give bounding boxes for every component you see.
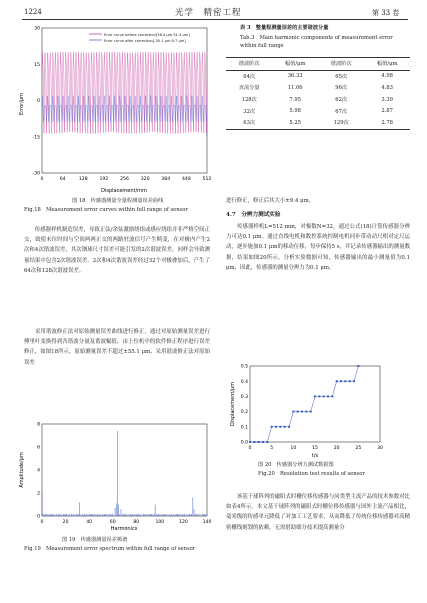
resolution-point (266, 441, 268, 443)
fig19-ytick: 8 (37, 422, 40, 428)
resolution-point (336, 380, 338, 382)
table-cell: 65次 (335, 73, 348, 80)
table3-title-cn: 表 3 整量程测量误差的主要谐波分量 (240, 25, 329, 31)
fig18-xtick: 64 (59, 177, 66, 182)
resolution-point (279, 426, 281, 428)
resolution-point (292, 411, 294, 413)
table-cell: 67次 (335, 108, 348, 115)
fig19-xtick: 60 (109, 520, 116, 525)
body-paragraph-1: 传感器样机制造误差，导致正弦/余弦激励绕组或感应绕组并非严格空间正交，致使末位时间与空间两两正交的两路驻波信号产生畸变，在对极内产生2次和4次谐波误差，其次钢球尺寸误差可能引发的2次谐波误差，同样会导致测量结果中包含2次谐波误差。2次和4次谐波误差经过32个对极叠加后，产生了64次和128次谐波误差。 (24, 227, 210, 274)
table-row (226, 70, 410, 82)
fig19-ytick: 0 (37, 514, 40, 520)
resolution-line (250, 366, 358, 442)
fig18-caption-cn: 图 18 传感器测量全量程测量误差曲线 (72, 198, 164, 204)
resolution-point (275, 426, 277, 428)
fig18-legend (89, 33, 190, 43)
fig20-xtick: 0 (248, 446, 252, 451)
fig18-xtick: 128 (78, 177, 88, 182)
resolution-point (301, 411, 303, 413)
resolution-point (314, 395, 316, 397)
table-header-row (226, 58, 410, 71)
resolution-point (310, 411, 312, 413)
table-cell: 32次 (243, 108, 256, 115)
fig18-xtick: 192 (99, 177, 109, 182)
table-cell: 63次 (226, 117, 272, 129)
table-cell: 4.98 (381, 73, 393, 80)
fig20-caption-cn: 图 20 传感器分辨力测试数据图 (258, 462, 334, 468)
fig20-ytick: 0.2 (240, 410, 248, 416)
fig19-ytick: 6 (37, 445, 40, 451)
table-cell: 11.06 (287, 84, 303, 91)
table-cell: 2.78 (364, 117, 410, 129)
section-title-4-7: 4.7 分辨力测试实验 (226, 212, 281, 218)
fig18-ytick: 30 (34, 26, 40, 32)
table-3 (226, 57, 410, 130)
fig19-ytick: 4 (37, 468, 40, 474)
table-row (226, 117, 410, 129)
table-cell: 129次 (318, 117, 364, 129)
resolution-point (349, 380, 351, 382)
table-row (226, 105, 410, 117)
fig18-ylabel: Error/μm (19, 93, 25, 115)
resolution-point (253, 441, 255, 443)
body-paragraph-2: 采用谐波修正法对原始测量误差曲线进行修正，通过对原始测量误差进行傅里叶变换得到各谐波分量及谐波幅值，由上位机中的软件修正程序进行误差修正，如图18所示，原始测量误差不超过±55.1 μm，采用谐波修正法对原始误差 (24, 329, 210, 366)
table-cell: 62次 (335, 97, 348, 104)
resolution-point (249, 441, 251, 443)
resolution-point (305, 411, 307, 413)
fig19-xtick: 120 (179, 520, 188, 525)
table-header-cell: 幅值/μm (364, 58, 410, 71)
fig19-xtick: 40 (86, 520, 93, 525)
fig19-caption-cn: 图 19 传感器测量误差频谱 (62, 537, 128, 543)
fig19-xlabel: Harmonics (110, 526, 138, 532)
page-number: 1224 (24, 8, 42, 16)
resolution-point (331, 395, 333, 397)
body-paragraph-3: 传感器样机L=512 mm，对极数N=32，通过公式(18)计算传感器分辨力可达0.1 μm。通过直线电机和数控系统控制电机同步带动动尺相对定尺运动，逐步施加0.1 μm的移动位移，每步保持5 s，并记录传感器输出的测量数据，结果如图20所示，分析实验数据可知，传感器输出的最小测量值为0.1 μm，因此，传感器的测量分辨力为0.1 μm。 (226, 224, 410, 271)
fig18-xtick: 512 (202, 177, 212, 182)
table-cell: 36.33 (287, 73, 303, 80)
table-cell: 5.25 (272, 117, 318, 129)
fig18-ytick: 0 (37, 99, 40, 105)
body-line-after-table: 进行修正，修正后其大小±9.4 μm。 (226, 198, 315, 204)
fig18-xtick: 448 (181, 177, 191, 182)
table-cell: 64次 (243, 73, 256, 80)
body-paragraph-4: 该基于球阵列的磁阻式时栅位移传感器与同类型主流产品的技术参数对比如表4所示。本文基于球阵列的磁阻式时栅位移传感器与国外主流产品相比，毫米级的传感单元降低了对加工工艺要求，从而降低了传统位移传感器对高精密栅线刻划的依赖，无需借助细分技术提高测量分 (226, 494, 410, 531)
fig20-xtick: 10 (290, 446, 297, 451)
legend-after-label: Error curve after correction[-30.1 μm,9.7 μm] (104, 39, 186, 43)
fig19-ylabel: Amplitude/μm (19, 452, 25, 488)
fig20-xtick: 5 (270, 446, 274, 451)
fig20-ytick: 0.0 (240, 440, 248, 446)
fig20-xlabel: t/s (311, 453, 319, 459)
fig20-ytick: 0.4 (240, 379, 248, 385)
resolution-point (262, 441, 264, 443)
table-header-cell: 幅值/μm (272, 58, 318, 71)
table-cell: 96次 (335, 85, 348, 92)
figure-18 (14, 24, 212, 196)
table-row (226, 82, 410, 94)
fig19-xtick: 80 (133, 520, 140, 525)
legend-before-label: Error curve before correction[36.4 μm,51.4 μm] (104, 33, 190, 37)
fig20-xtick: 15 (312, 446, 318, 451)
table-row (226, 94, 410, 106)
table-header-cell: 谐波阶次 (226, 58, 272, 71)
journal-title: 光学 精密工程 (175, 8, 242, 18)
resolution-point (344, 380, 346, 382)
volume-label: 第 33 卷 (372, 9, 400, 17)
table-cell: 2.87 (381, 108, 393, 115)
resolution-point (297, 411, 299, 413)
table-cell: 7.95 (289, 96, 301, 103)
fig20-ytick: 0.1 (240, 425, 248, 431)
table-cell: 5.98 (289, 108, 301, 115)
table3-title-en: Tab.3 Main harmonic components of measurement error within full range (240, 35, 393, 49)
fig18-ytick: 15 (34, 62, 40, 68)
table-cell: 直流分量 (238, 85, 260, 92)
resolution-point (288, 426, 290, 428)
table-cell: 4.83 (381, 84, 393, 91)
header-rule (22, 19, 408, 20)
resolution-point (340, 380, 342, 382)
fig18-xtick: 256 (120, 177, 129, 182)
fig20-ylabel: Displacement/μm (230, 381, 236, 427)
fig20-xtick: 20 (333, 446, 340, 451)
fig20-xtick: 30 (377, 446, 383, 451)
fig18-ytick: -15 (32, 135, 40, 141)
fig19-xtick: 140 (202, 520, 212, 525)
resolution-point (318, 395, 320, 397)
resolution-point (271, 426, 273, 428)
resolution-point (327, 395, 329, 397)
resolution-point (258, 441, 260, 443)
fig18-ytick: -30 (32, 171, 40, 177)
error-curve-before (42, 52, 207, 133)
fig20-xtick: 25 (355, 446, 362, 451)
fig19-xtick: 100 (155, 520, 165, 525)
resolution-point (353, 380, 355, 382)
fig19-ytick: 2 (37, 491, 40, 497)
resolution-point (323, 395, 325, 397)
table-cell: 128次 (241, 97, 257, 104)
figure-19 (14, 420, 212, 535)
table-cell: 3.39 (381, 96, 393, 103)
fig20-frame (250, 366, 380, 442)
fig19-xtick: 20 (62, 520, 69, 525)
table-header-cell: 谐波阶次 (318, 58, 364, 71)
fig18-xlabel: Displacement/mm (101, 188, 147, 194)
fig19-caption-en: Fig.19 Measurement error spectrum within full range of sensor (24, 546, 196, 552)
fig18-xtick: 384 (161, 177, 171, 182)
fig18-xtick: 320 (140, 177, 150, 182)
fig18-xtick: 0 (40, 177, 44, 182)
fig19-xtick: 0 (40, 520, 44, 525)
resolution-point (284, 426, 286, 428)
figure-20 (228, 360, 408, 460)
fig18-caption-en: Fig.18 Measurement error curves within full range of sensor (24, 207, 188, 213)
fig20-ytick: 0.3 (240, 395, 248, 400)
resolution-point (357, 365, 359, 367)
fig19-frame (42, 424, 207, 516)
fig20-caption-en: Fig.20 Resolution test results of sensor (258, 471, 365, 477)
fig20-ytick: 0.5 (240, 364, 248, 370)
